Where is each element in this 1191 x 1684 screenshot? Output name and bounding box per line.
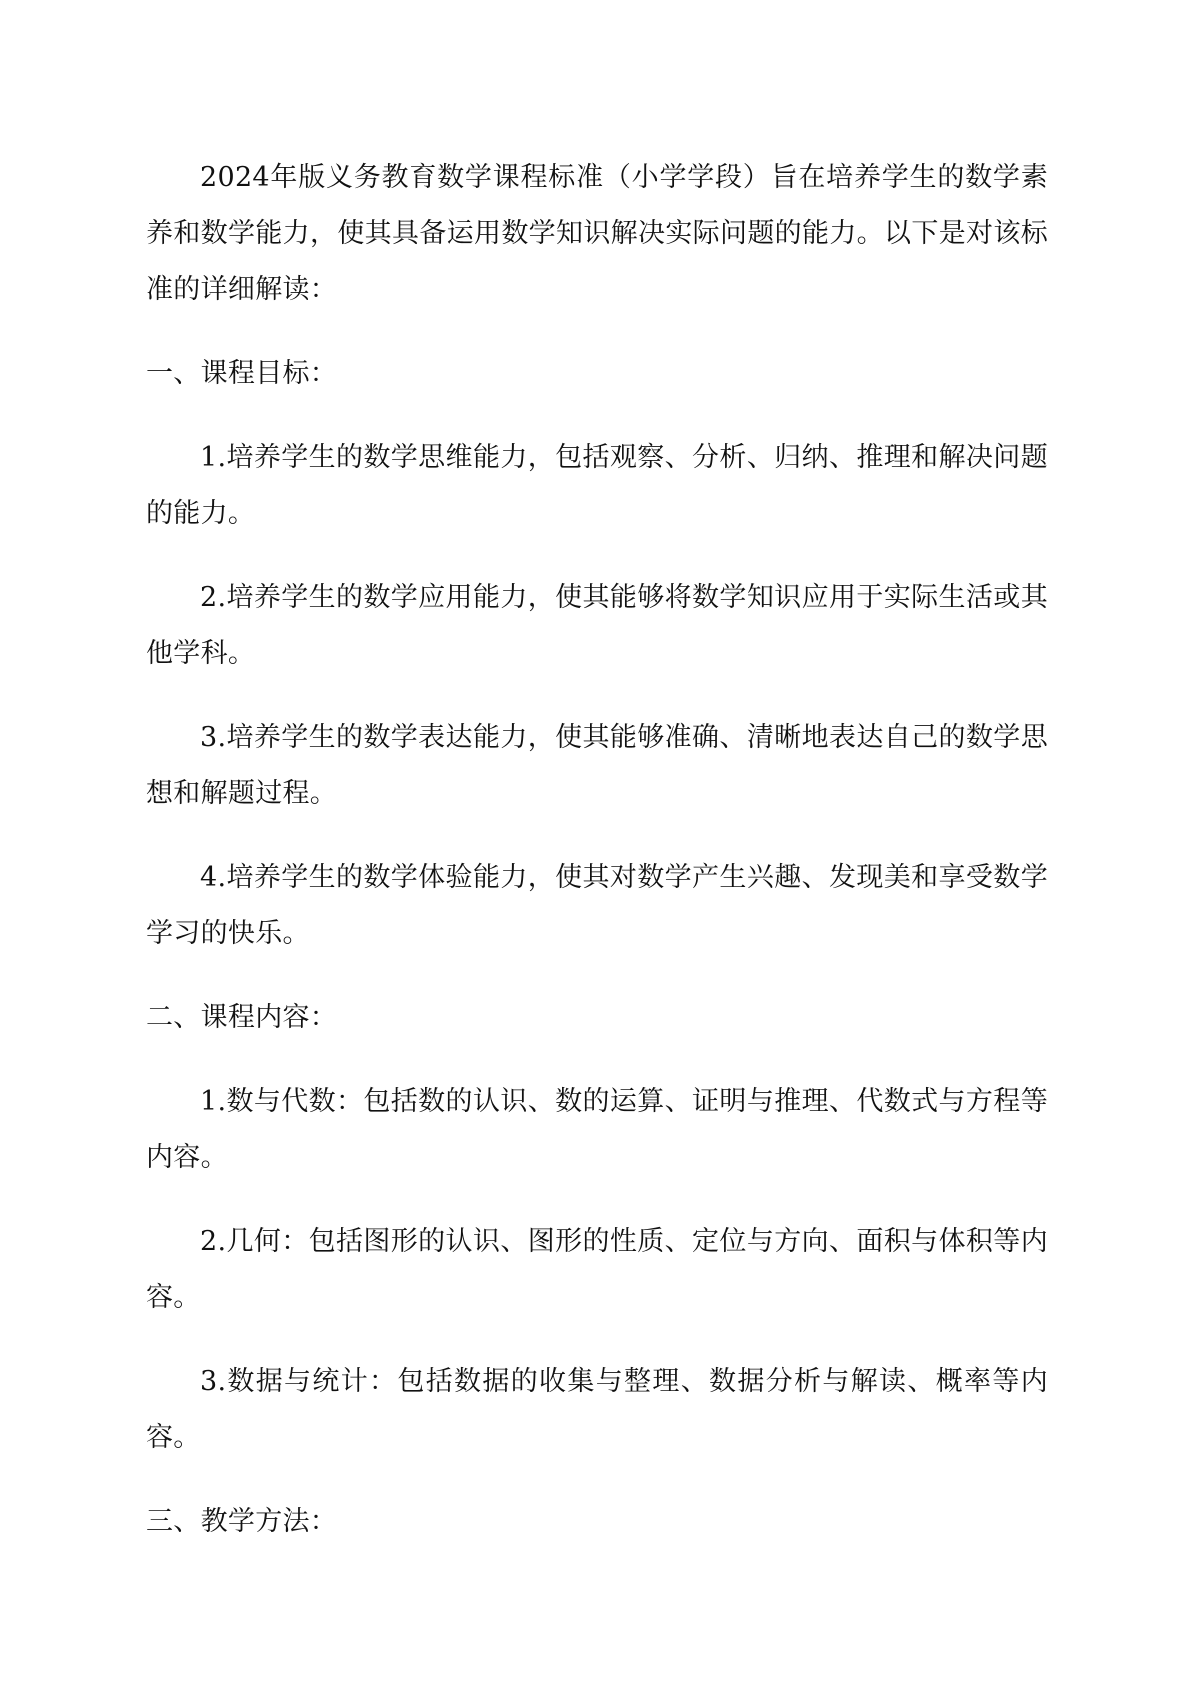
content-item-2: 2.几何：包括图形的认识、图形的性质、定位与方向、面积与体积等内容。 — [146, 1226, 1048, 1313]
document-body — [146, 150, 1048, 1578]
content-item-3: 3.数据与统计：包括数据的收集与整理、数据分析与解读、概率等内容。 — [146, 1366, 1048, 1453]
section-heading-content: 二、课程内容： — [146, 1002, 338, 1033]
section-heading-goals: 一、课程目标： — [146, 358, 338, 389]
section-heading-methods: 三、教学方法： — [146, 1506, 338, 1537]
goal-item-1: 1.培养学生的数学思维能力，包括观察、分析、归纳、推理和解决问题的能力。 — [146, 442, 1048, 529]
goal-item-4: 4.培养学生的数学体验能力，使其对数学产生兴趣、发现美和享受数学学习的快乐。 — [146, 862, 1048, 949]
content-item-1: 1.数与代数：包括数的认识、数的运算、证明与推理、代数式与方程等内容。 — [146, 1086, 1048, 1173]
goal-item-3: 3.培养学生的数学表达能力，使其能够准确、清晰地表达自己的数学思想和解题过程。 — [146, 722, 1048, 809]
goal-item-2: 2.培养学生的数学应用能力，使其能够将数学知识应用于实际生活或其他学科。 — [146, 582, 1048, 669]
intro-paragraph: 2024年版义务教育数学课程标准（小学学段）旨在培养学生的数学素养和数学能力，使其具备运用数学知识解决实际问题的能力。以下是对该标准的详细解读： — [146, 162, 1048, 305]
